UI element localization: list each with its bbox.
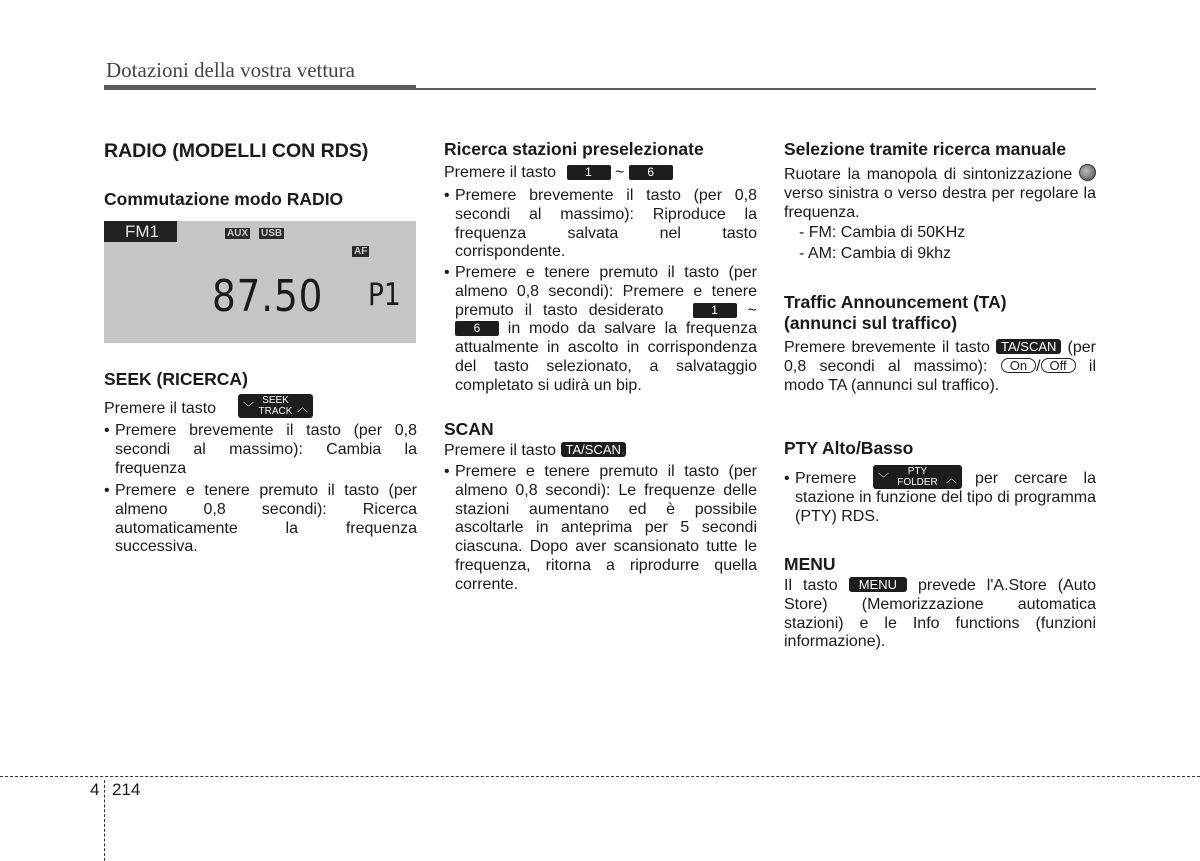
scan-bullet: • Premere e tenere premuto il tasto (per almeno 0,8 secondi): Le frequenze delle stazioni aumentano ed è possibile ascoltarle in anteprima per 5 secondi ciascuna. Dopo aver scansionato tutte le frequenza, ritorna a riprodurre quella corrente. xyxy=(444,463,757,595)
heading-menu: MENU xyxy=(784,554,836,574)
footer-dashed-rule xyxy=(0,776,1200,777)
pty-text-b: per cercare la stazione in funzione del tipo di programma (PTY) RDS. xyxy=(795,470,1096,525)
preset-intro-text: Premere il tasto xyxy=(444,164,557,181)
display-frequency: 87.50 xyxy=(212,271,324,322)
heading-ta-line1: Traffic Announcement (TA) xyxy=(784,292,1007,312)
on-off-slash: / xyxy=(1036,357,1041,375)
display-usb: USB xyxy=(261,228,283,239)
ta-scan-key: TA/SCAN xyxy=(561,442,626,457)
tilde: ~ xyxy=(614,164,625,181)
seek-track-key xyxy=(238,394,313,418)
heading-scan: SCAN xyxy=(444,419,494,439)
chevron-up-icon: ︿ xyxy=(297,402,308,414)
chevron-down-icon: ﹀ xyxy=(243,402,254,414)
preset-bullet-2-b: in modo da salvare la frequenza attualmente in ascolto in corrispondenza del tasto selezionato, a salvataggio completato si udirà un bip. xyxy=(455,320,757,394)
scan-intro xyxy=(444,442,757,461)
header-rule-thick xyxy=(104,85,416,90)
heading-manual-search: Selezione tramite ricerca manuale xyxy=(784,139,1067,159)
display-preset: P1 xyxy=(368,277,401,313)
preset-key-1: 1 xyxy=(567,165,611,180)
footer-vertical-rule xyxy=(104,780,105,861)
chevron-down-icon: ﹀ xyxy=(878,473,889,485)
preset-key-1b: 1 xyxy=(693,303,737,318)
display-aux: AUX xyxy=(227,228,249,239)
preset-key-6: 6 xyxy=(629,165,673,180)
heading-ta-line2: (annunci sul traffico) xyxy=(784,313,958,333)
tuning-knob-icon xyxy=(1079,164,1096,181)
pty-bullet-dot: • xyxy=(784,470,790,487)
off-toggle: Off xyxy=(1041,358,1076,373)
tilde-b: ~ xyxy=(747,301,757,319)
chapter-number: 4 xyxy=(90,780,100,799)
display-mode: FM1 xyxy=(104,221,177,242)
menu-text xyxy=(784,577,1096,652)
header-rule-thin xyxy=(416,88,1096,90)
running-header: Dotazioni della vostra vettura xyxy=(106,58,355,82)
manual-text xyxy=(784,164,1096,222)
ta-text-a: Premere brevemente il tasto xyxy=(784,339,990,356)
fm-step: - FM: Cambia di 50KHz xyxy=(799,224,966,241)
scan-intro-text: Premere il tasto xyxy=(444,442,557,459)
heading-preset-search: Ricerca stazioni preselezionate xyxy=(444,139,704,159)
seek-key-bottom: TRACK xyxy=(258,406,293,417)
on-toggle: On xyxy=(1001,358,1036,373)
preset-bullet-2-a: Premere e tenere premuto il tasto (per almeno 0,8 secondi): Premere e tenere premuto il tasto desiderato xyxy=(455,264,757,319)
heading-ta xyxy=(784,292,1097,334)
pty-key-top: PTY xyxy=(907,466,928,477)
seek-key-top: SEEK xyxy=(262,395,289,406)
preset-key-6b: 6 xyxy=(455,321,499,336)
manual-text-a: Ruotare la manopola di sintonizzazione xyxy=(784,166,1073,183)
display-af: AF xyxy=(354,246,368,257)
manual-text-b: verso sinistra o verso destra per regolare la frequenza. xyxy=(784,184,1096,221)
menu-text-b: prevede l'A.Store (Auto Store) (Memorizzazione automatica stazioni) e le Info functions (funzioni informazione). xyxy=(784,577,1096,651)
ta-scan-key-2: TA/SCAN xyxy=(996,339,1061,354)
chevron-up-icon: ︿ xyxy=(946,473,957,485)
am-step: - AM: Cambia di 9khz xyxy=(799,245,952,262)
heading-seek: SEEK (RICERCA) xyxy=(104,369,248,389)
menu-key: MENU xyxy=(849,577,907,592)
menu-text-a: Il tasto xyxy=(784,577,838,594)
pty-text-a: Premere xyxy=(795,470,857,487)
seek-bullet-2: • Premere e tenere premuto il tasto (per almeno 0,8 secondi): Ricerca automaticamente la frequenza successiva. xyxy=(104,482,417,557)
radio-display xyxy=(104,221,416,343)
page-number: 214 xyxy=(112,780,141,799)
heading-mode-radio: Commutazione modo RADIO xyxy=(104,189,344,209)
preset-bullet-1: • Premere brevemente il tasto (per 0,8 secondi al massimo): Riproduce la frequenza salvata nel tasto corrispondente. xyxy=(444,187,757,262)
preset-intro xyxy=(444,164,757,183)
ta-text-b: (per 0,8 secondi al massimo): xyxy=(784,339,1096,375)
pty-key-bottom: FOLDER xyxy=(897,477,938,488)
section-title-radio: RADIO (MODELLI CON RDS) xyxy=(104,140,369,162)
ta-text xyxy=(784,339,1096,395)
heading-pty: PTY Alto/Basso xyxy=(784,438,914,458)
seek-bullet-1: • Premere brevemente il tasto (per 0,8 secondi al massimo): Cambia la frequenza xyxy=(104,422,417,478)
seek-intro: Premere il tasto xyxy=(104,400,217,417)
ta-text-c: il modo TA (annunci sul traffico). xyxy=(784,357,1097,394)
preset-bullet-2 xyxy=(444,264,757,396)
